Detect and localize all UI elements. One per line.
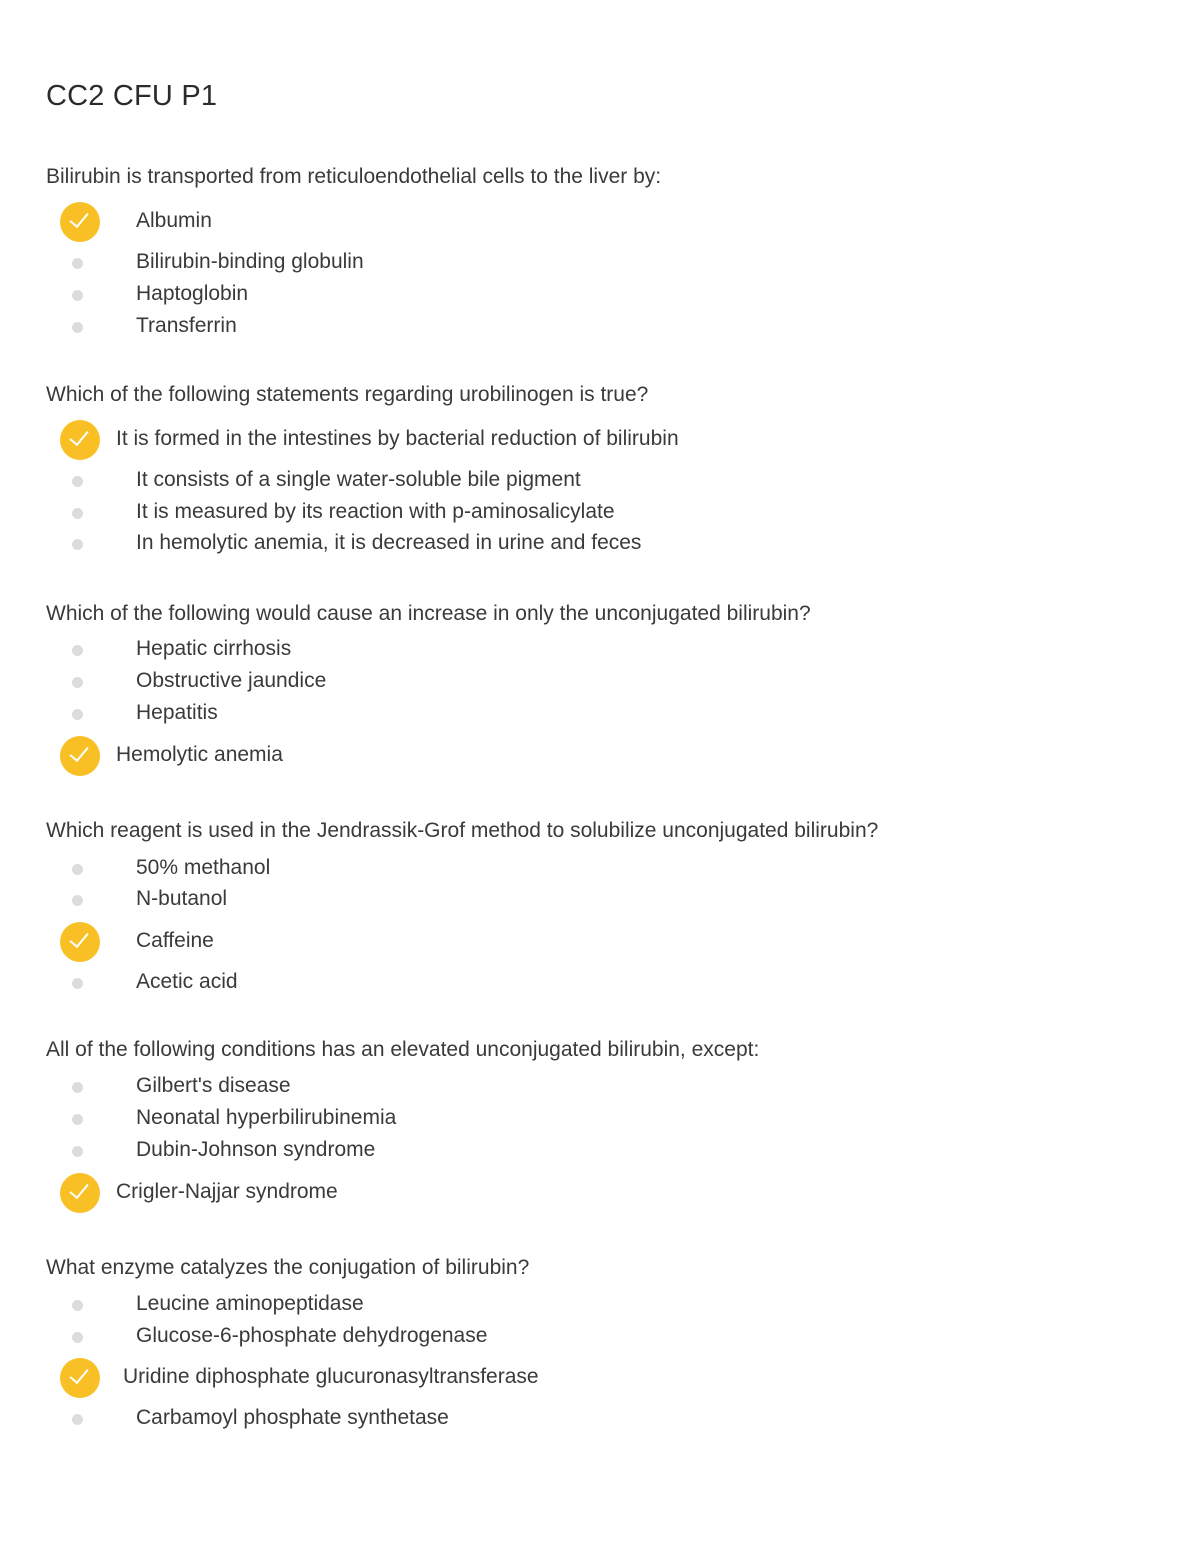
option-correct [0, 206, 1100, 236]
bullet-dot-icon [72, 1082, 83, 1093]
option-label: Hepatitis [136, 701, 218, 724]
option-label: Carbamoyl phosphate synthetase [136, 1406, 449, 1429]
option [0, 666, 1100, 696]
option [0, 698, 1100, 728]
option [0, 279, 1100, 309]
option-label: Albumin [136, 209, 212, 232]
option-label: Bilirubin-binding globulin [136, 250, 364, 273]
option-label: It is measured by its reaction with p-aminosalicylate [136, 500, 615, 523]
option-label: Haptoglobin [136, 282, 249, 305]
option-label: Obstructive jaundice [136, 669, 327, 692]
check-circle-icon [60, 202, 100, 242]
option-label: Glucose-6-phosphate dehydrogenase [136, 1324, 488, 1347]
check-circle-icon [60, 922, 100, 962]
option [0, 311, 1100, 341]
option [0, 1071, 1100, 1101]
option-label: Caffeine [136, 929, 214, 952]
bullet-dot-icon [72, 1332, 83, 1343]
question-text: Which reagent is used in the Jendrassik-Grof method to solubilize unconjugated bilirubin? [46, 819, 879, 842]
option [0, 497, 1100, 527]
option-label: 50% methanol [136, 856, 271, 879]
option [0, 884, 1100, 914]
option [0, 853, 1100, 883]
bullet-dot-icon [72, 645, 83, 656]
check-circle-icon [60, 736, 100, 776]
option-label: Dubin-Johnson syndrome [136, 1138, 376, 1161]
question-text: All of the following conditions has an elevated unconjugated bilirubin, except: [46, 1038, 760, 1061]
check-circle-icon [60, 1173, 100, 1213]
bullet-dot-icon [72, 1300, 83, 1311]
option-label: Transferrin [136, 314, 237, 337]
option-label: Uridine diphosphate glucuronasyltransferase [123, 1365, 539, 1388]
option [0, 528, 1100, 558]
option [0, 1103, 1100, 1133]
bullet-dot-icon [72, 1414, 83, 1425]
option-correct [0, 1177, 1100, 1207]
option [0, 1321, 1100, 1351]
option-correct [0, 926, 1100, 956]
option-correct [0, 424, 1100, 454]
bullet-dot-icon [72, 290, 83, 301]
option [0, 247, 1100, 277]
option-correct [0, 1362, 1100, 1392]
option [0, 1289, 1100, 1319]
question-text: Which of the following would cause an increase in only the unconjugated bilirubin? [46, 602, 811, 625]
bullet-dot-icon [72, 978, 83, 989]
bullet-dot-icon [72, 1114, 83, 1125]
bullet-dot-icon [72, 1146, 83, 1157]
option-correct [0, 740, 1100, 770]
bullet-dot-icon [72, 539, 83, 550]
check-circle-icon [60, 420, 100, 460]
option-label: In hemolytic anemia, it is decreased in urine and feces [136, 531, 642, 554]
option [0, 634, 1100, 664]
option-label: It consists of a single water-soluble bile pigment [136, 468, 581, 491]
bullet-dot-icon [72, 677, 83, 688]
option-label: N-butanol [136, 887, 228, 910]
option [0, 967, 1100, 997]
option-label: Neonatal hyperbilirubinemia [136, 1106, 397, 1129]
bullet-dot-icon [72, 709, 83, 720]
bullet-dot-icon [72, 258, 83, 269]
option-label: Leucine aminopeptidase [136, 1292, 364, 1315]
bullet-dot-icon [72, 322, 83, 333]
bullet-dot-icon [72, 508, 83, 519]
option [0, 1403, 1100, 1433]
option-label: It is formed in the intestines by bacterial reduction of bilirubin [116, 427, 679, 450]
question-text: What enzyme catalyzes the conjugation of bilirubin? [46, 1256, 530, 1279]
option [0, 1135, 1100, 1165]
check-circle-icon [60, 1358, 100, 1398]
option [0, 465, 1100, 495]
bullet-dot-icon [72, 476, 83, 487]
option-label: Crigler-Najjar syndrome [116, 1180, 338, 1203]
bullet-dot-icon [72, 895, 83, 906]
question-text: Bilirubin is transported from reticuloendothelial cells to the liver by: [46, 165, 662, 188]
option-label: Acetic acid [136, 970, 238, 993]
option-label: Gilbert's disease [136, 1074, 291, 1097]
page-title: CC2 CFU P1 [46, 80, 218, 112]
option-label: Hepatic cirrhosis [136, 637, 292, 660]
question-text: Which of the following statements regarding urobilinogen is true? [46, 383, 649, 406]
bullet-dot-icon [72, 864, 83, 875]
option-label: Hemolytic anemia [116, 743, 283, 766]
